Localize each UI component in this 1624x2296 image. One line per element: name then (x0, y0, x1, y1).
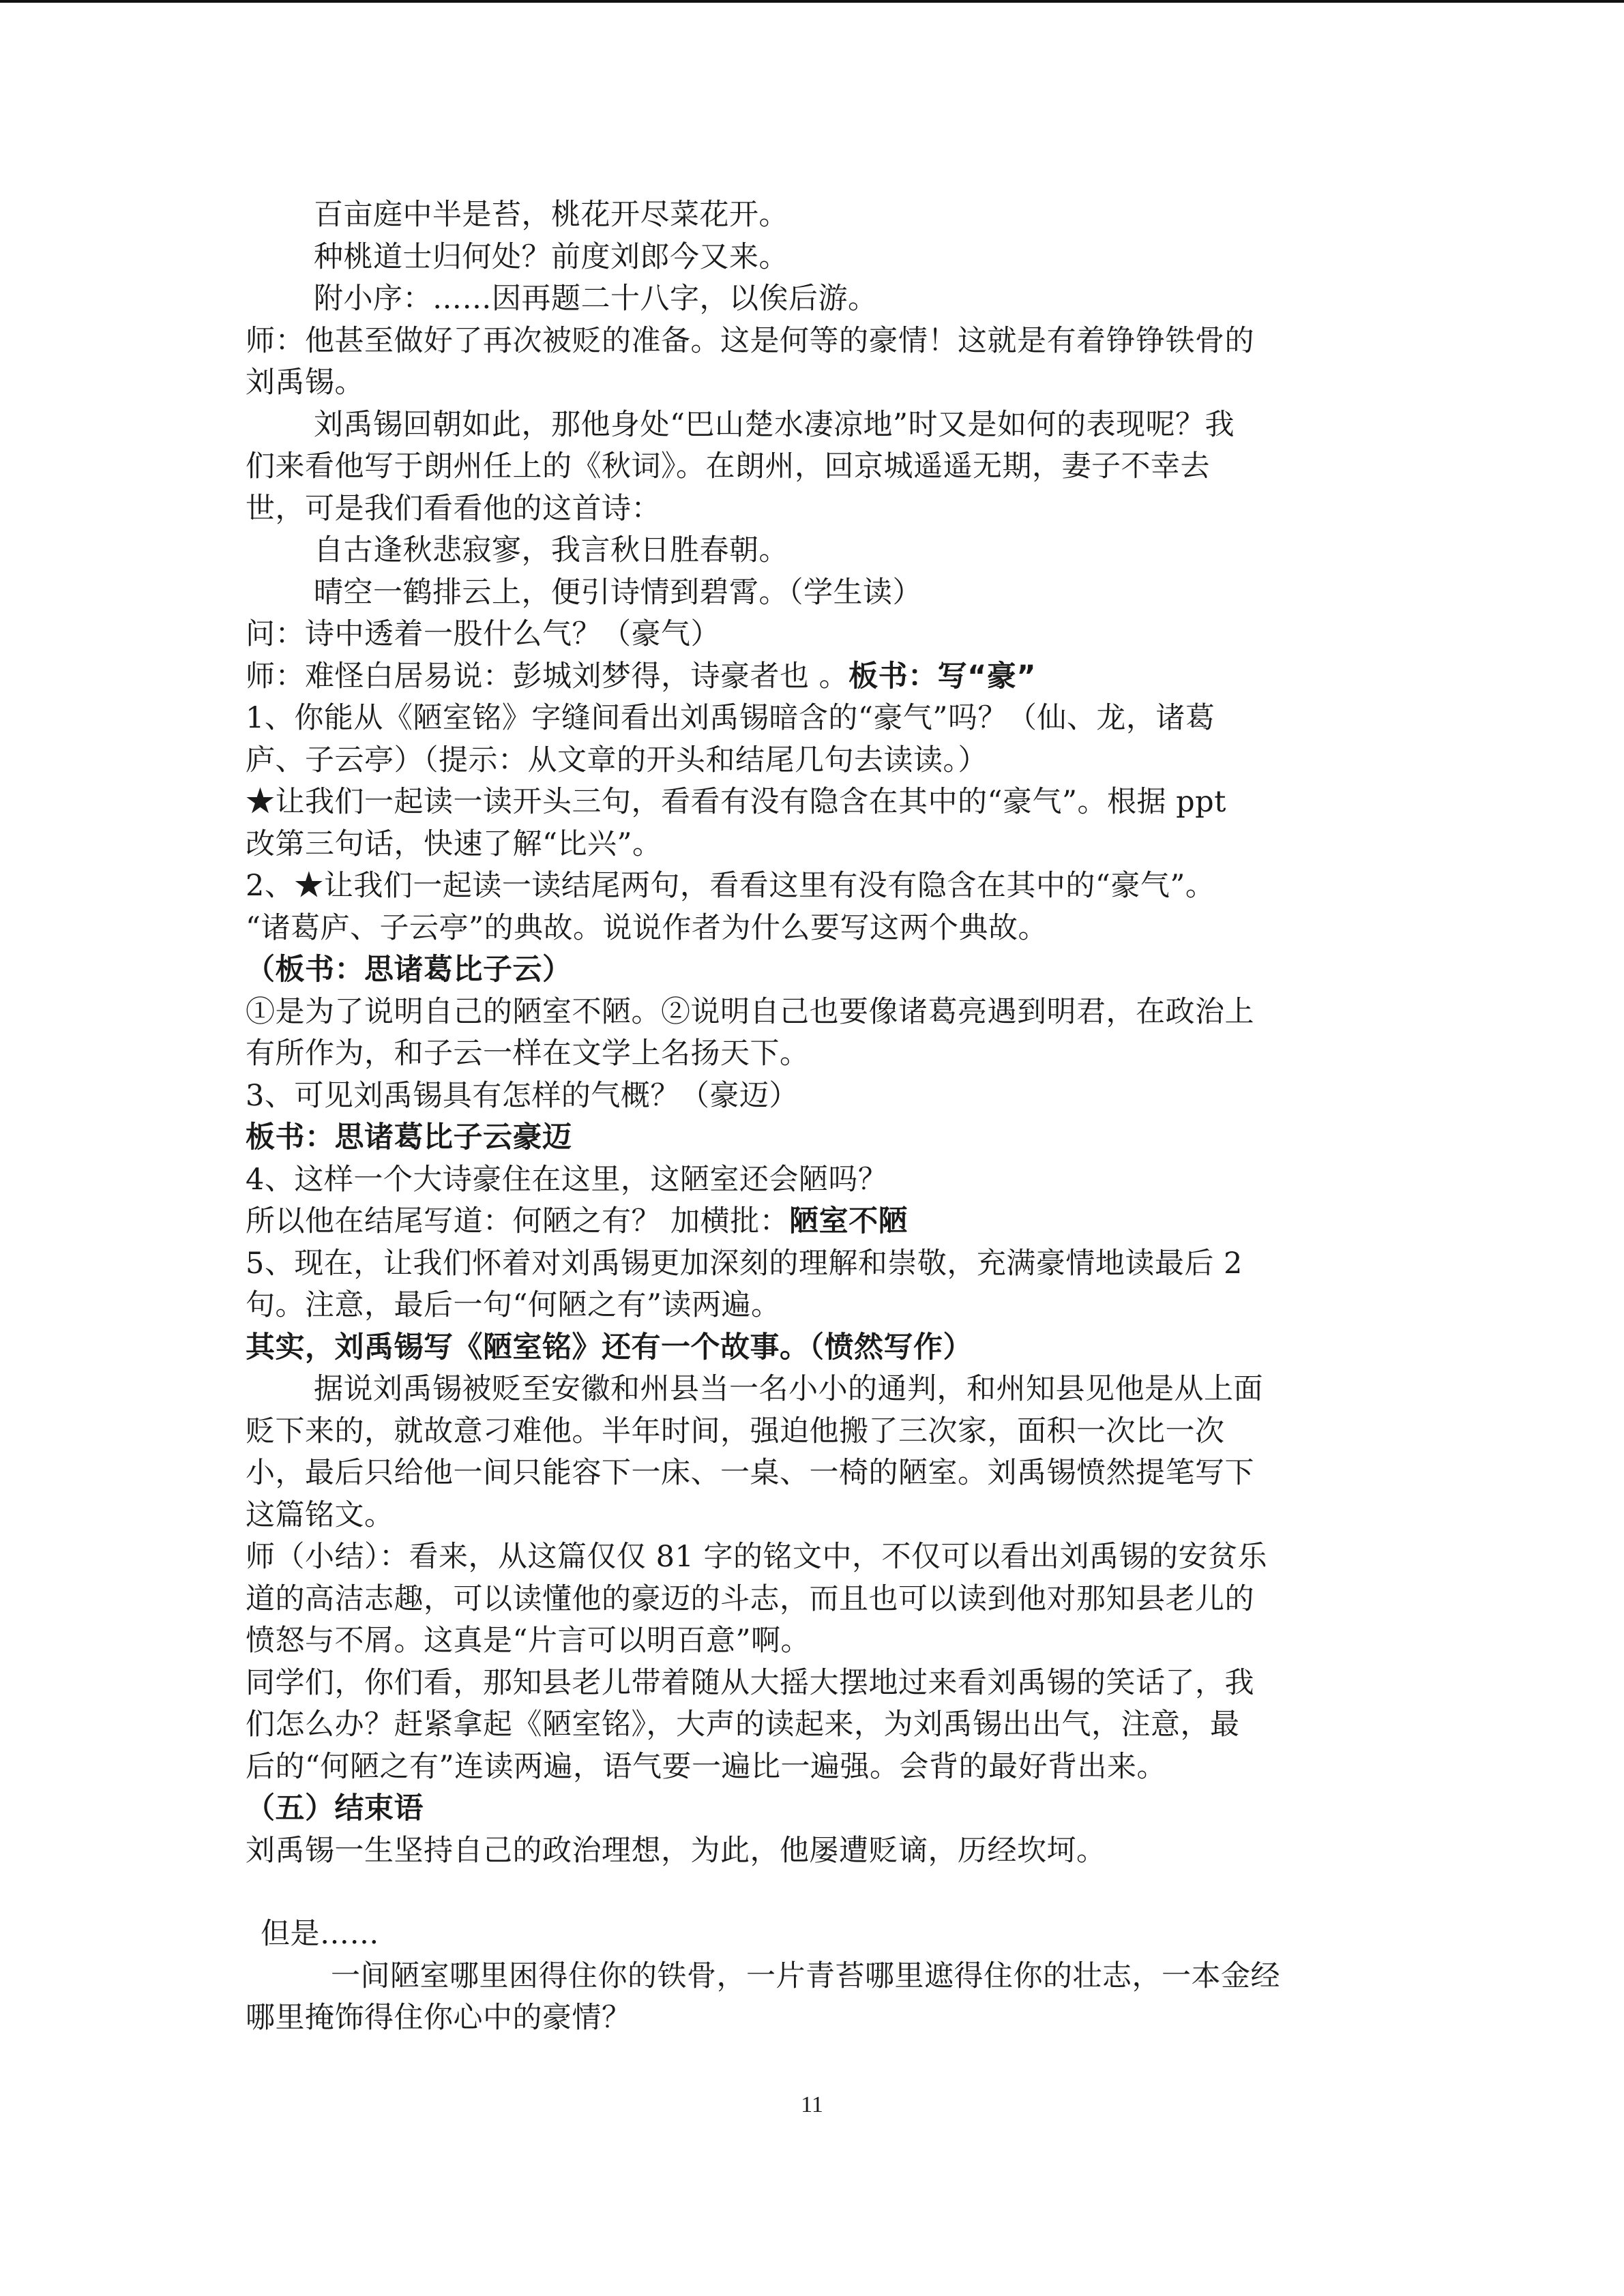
paragraph-line: 这篇铭文。 (246, 1497, 394, 1532)
paragraph-line: ①是为了说明自己的陋室不陋。②说明自己也要像诸葛亮遇到明君，在政治上 (246, 994, 1254, 1029)
paragraph-line: 但是…… (261, 1917, 379, 1951)
paragraph-line: 刘禹锡一生坚持自己的政治理想，为此，他屡遭贬谪，历经坎坷。 (246, 1833, 1106, 1868)
paragraph-line: ★让我们一起读一读开头三句，看看有没有隐含在其中的“豪气”。根据 ppt (246, 785, 1226, 819)
page-top-border (0, 0, 1624, 3)
question-line: 问：诗中透着一股什么气？（豪气） (246, 617, 720, 651)
paragraph-line: 愤怒与不屑。这真是“片言可以明百意”啊。 (246, 1624, 810, 1658)
poem-preface: 附小序：……因再题二十八字，以俟后游。 (314, 282, 878, 316)
paragraph-line (246, 656, 1378, 698)
paragraph-line: 一间陋室哪里困得住你的铁骨，一片青苔哪里遮得住你的壮志，一本金经 (331, 1958, 1280, 1993)
paragraph-line: 改第三句话，快速了解“比兴”。 (246, 826, 662, 861)
paragraph-line: 们怎么办？赶紧拿起《陋室铭》，大声的读起来，为刘禹锡出出气，注意，最 (246, 1708, 1240, 1742)
paragraph-line: “诸葛庐、子云亭”的典故。说说作者为什么要写这两个典故。 (246, 910, 1048, 945)
poem-line: 种桃道士归何处？前度刘郎今又来。 (314, 239, 788, 274)
teacher-remark: 师：难怪白居易说：彭城刘梦得，诗豪者也 。 (246, 659, 849, 694)
paragraph-text: 所以他在结尾写道：何陋之有？ 加横批： (246, 1204, 790, 1238)
paragraph-line: 5、现在，让我们怀着对刘禹锡更加深刻的理解和崇敬，充满豪情地读最后 2 (246, 1246, 1243, 1281)
paragraph-line: 小，最后只给他一间只能容下一床、一桌、一椅的陋室。刘禹锡愤然提笔写下 (246, 1456, 1254, 1490)
paragraph-line: 1、你能从《陋室铭》字缝间看出刘禹锡暗含的“豪气”吗？（仙、龙，诸葛 (246, 701, 1215, 735)
paragraph-line: 师：他甚至做好了再次被贬的准备。这是何等的豪情！这就是有着铮铮铁骨的 (246, 323, 1254, 358)
paragraph-line: 庐、子云亭）（提示：从文章的开头和结尾几句去读读。） (246, 743, 988, 777)
paragraph-line: 据说刘禹锡被贬至安徽和州县当一名小小的通判，和州知县见他是从上面 (314, 1372, 1263, 1406)
paragraph-line (246, 1201, 1378, 1243)
section-heading: 其实，刘禹锡写《陋室铭》还有一个故事。（愤然写作） (246, 1330, 973, 1365)
paragraph-line: 3、可见刘禹锡具有怎样的气概？（豪迈） (246, 1078, 799, 1113)
paragraph-line: 刘禹锡。 (246, 366, 364, 400)
paragraph-line: 哪里掩饰得住你心中的豪情？ (246, 2001, 632, 2035)
paragraph-line: 世，可是我们看看他的这首诗： (246, 491, 661, 526)
poem-line: 自古逢秋悲寂寥，我言秋日胜春朝。 (314, 533, 788, 567)
paragraph-line: 贬下来的，就故意刁难他。半年时间，强迫他搬了三次家，面积一次比一次 (246, 1414, 1225, 1448)
paragraph-line: 刘禹锡回朝如此，那他身处“巴山楚水凄凉地”时又是如何的表现呢？我 (314, 407, 1235, 442)
paragraph-line: 句。注意，最后一句“何陋之有”读两遍。 (246, 1288, 781, 1322)
board-note: 板书：思诸葛比子云豪迈 (246, 1120, 572, 1154)
paragraph-line: 2、★让我们一起读一读结尾两句，看看这里有没有隐含在其中的“豪气”。 (246, 869, 1215, 903)
section-heading: （五）结束语 (246, 1791, 424, 1825)
paragraph-line: 们来看他写于朗州任上的《秋词》。在朗州，回京城遥遥无期，妻子不幸去 (246, 449, 1210, 483)
document-page (246, 194, 1378, 2040)
board-note: 板书：写“豪” (848, 659, 1037, 694)
paragraph-line: 师（小结）：看来，从这篇仅仅 81 字的铭文中，不仅可以看出刘禹锡的安贫乐 (246, 1540, 1268, 1574)
board-note: （板书：思诸葛比子云） (246, 953, 572, 987)
blank-line (246, 1872, 1378, 1913)
poem-line: 晴空一鹤排云上，便引诗情到碧霄。（学生读） (314, 575, 922, 610)
paragraph-line: 后的“何陋之有”连读两遍，语气要一遍比一遍强。会背的最好背出来。 (246, 1749, 1166, 1784)
banner-note: 陋室不陋 (789, 1204, 909, 1238)
poem-line: 百亩庭中半是苔，桃花开尽菜花开。 (314, 198, 788, 232)
paragraph-line: 有所作为，和子云一样在文学上名扬天下。 (246, 1037, 810, 1071)
paragraph-line: 道的高洁志趣，可以读懂他的豪迈的斗志，而且也可以读到他对那知县老儿的 (246, 1581, 1254, 1616)
paragraph-line: 同学们，你们看，那知县老儿带着随从大摇大摆地过来看刘禹锡的笑话了，我 (246, 1665, 1254, 1700)
paragraph-line: 4、这样一个大诗豪住在这里，这陋室还会陋吗？ (246, 1162, 888, 1197)
page-number: 11 (801, 2092, 823, 2117)
